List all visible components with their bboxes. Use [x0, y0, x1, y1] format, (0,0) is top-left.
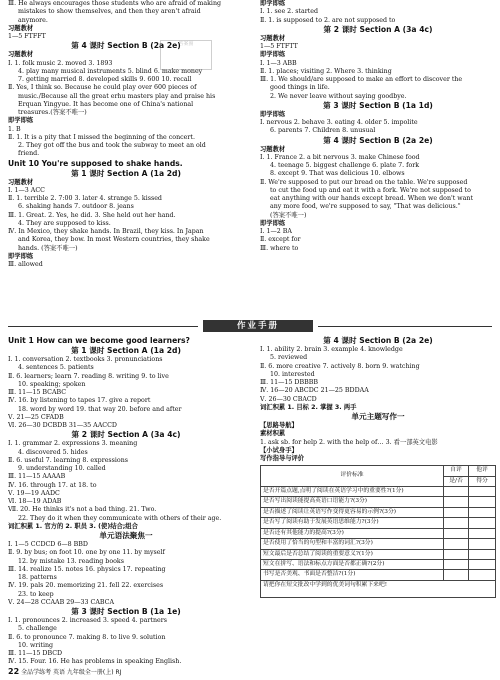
criteria-cell: 短文在拼写、语法和标点方面是否都正确?(2分) — [261, 559, 444, 569]
answer-line: Ⅲ. 14. realize 15. notes 16. physics 17. repeating — [8, 565, 166, 573]
answer-line: Ⅱ. Yes, I think so. Because he could play over 600 pieces of — [8, 84, 197, 92]
answer-line: Ⅰ. 1. ability 2. brain 3. example 4. knowledge — [260, 346, 403, 353]
answer-line: 6. shaking hands 7. outdoor 8. jeans — [18, 203, 134, 211]
section-label: 素材积累 — [260, 430, 286, 438]
criteria-cell: 是否写了阅读有助于发展英语思维能力?(3分) — [261, 518, 444, 528]
answer-line: 词汇积累 1. 目标 2. 掌握 3. 两手 — [260, 403, 357, 411]
self-eval-cell[interactable] — [444, 559, 469, 569]
answer-line: treasures.(答案不唯一) — [18, 109, 87, 116]
lesson-heading: 第 1 课时 Section A (1a 2d) — [71, 346, 181, 355]
answer-line: Ⅱ. 1. terrible 2. 7:00 3. later 4. strange 5. kissed — [8, 195, 162, 202]
lesson-heading: 第 4 课时 Section B (2a 2e) — [71, 41, 181, 51]
answer-line: Ⅳ. 19. pals 20. memorizing 21. fell 22. exercises — [8, 582, 164, 590]
answer-line: Ⅰ. 1. conversation 2. textbooks 3. pronunciations — [8, 356, 163, 363]
answer-line: 4. play many musical instruments 5. blind 6. make money — [18, 67, 203, 75]
answer-line: and Korea, they bow. In most Western countries, they shake — [18, 236, 210, 244]
right-column-top — [260, 0, 496, 318]
banner-rule-right — [318, 326, 492, 327]
criteria-cell: 请把你在短文批改中学到的优美词句积累下来吧! — [261, 580, 496, 597]
stamp — [160, 40, 212, 70]
answer-line: to cut the food up and eat it with a fork. We're not supposed to — [270, 186, 471, 194]
table-header-self: 自评 — [444, 466, 469, 476]
lesson-heading: 第 4 课时 Section B (2a 2e) — [323, 135, 433, 145]
answer-line: 7. getting married 8. developed skills 9. 600 10. recall — [18, 76, 192, 83]
answer-line: Ⅱ. 6. to pronounce 7. making 8. to live 9. solution — [8, 633, 166, 641]
answer-line: friend. — [18, 150, 40, 158]
section-label: 习题教材 — [8, 51, 34, 59]
table-row — [261, 497, 496, 507]
answer-line: Ⅰ. 1. France 2. a bit nervous 3. make Chinese food — [260, 153, 420, 161]
right-bottom-lines — [260, 336, 496, 463]
answer-line: Ⅲ. 11—15 DBBBB — [260, 379, 318, 386]
criteria-cell: 是否写出阅读能提高英语口语能力?(3分) — [261, 497, 444, 507]
answer-line: Ⅴ. 24—28 CCAAB 29—33 CABCA — [8, 598, 115, 606]
table-header-criteria: 评价标准 — [261, 466, 444, 487]
answer-line: Ⅲ. 11—15 BCABC — [8, 389, 67, 396]
answer-line: Ⅱ. 1. places; visiting 2. Where 3. thinking — [260, 67, 392, 75]
self-eval-cell[interactable] — [444, 570, 469, 580]
answer-line: 22. They do it when they communicate with others of their age. — [18, 514, 222, 522]
right-column-bottom — [260, 336, 496, 666]
answer-line: Ⅱ. 9. by bus; on foot 10. one by one 11. by myself — [8, 549, 165, 557]
answer-line: Ⅱ. except for — [260, 236, 301, 244]
answer-line: Ⅲ. 1. We should/are supposed to make an effort to discover the — [260, 76, 463, 83]
lesson-heading: 第 3 课时 Section B (1a 1d) — [323, 100, 433, 110]
answer-line: Ⅲ. 1. Great. 2. Yes, he did. 3. She held out her hand. — [8, 211, 176, 219]
answer-line: Ⅱ. 6. useful 7. learning 8. expressions — [8, 456, 128, 464]
lesson-heading: 第 1 课时 Section A (1a 2d) — [71, 168, 181, 178]
answer-line: Ⅰ. 1. see 2. started — [260, 8, 319, 16]
section-label: 即学即练 — [260, 110, 286, 118]
answer-line: 5. reviewed — [270, 354, 308, 362]
peer-eval-cell[interactable] — [469, 549, 496, 559]
answer-line: eat anything with our hands except bread. When we don't want — [270, 195, 473, 202]
answer-line: Ⅲ. where to — [260, 244, 299, 252]
criteria-cell: 是否开篇点题,点明了阅读在英语学习中的重要性?(1分) — [261, 487, 444, 497]
answer-line: Ⅲ. 11—15 DBCD — [8, 650, 63, 657]
answer-line: anymore. — [18, 16, 48, 24]
answer-line: Ⅰ. 1—3 ABB — [260, 59, 297, 67]
peer-eval-cell[interactable] — [469, 487, 496, 497]
table-row — [261, 518, 496, 528]
section-label: 即学即练 — [260, 0, 286, 7]
answer-line: mistakes to show themselves, and then they aren't afraid — [18, 8, 201, 16]
section-label: 习题教材 — [8, 24, 34, 32]
answer-line: Ⅰ. 1. pronounces 2. increased 3. speed 4. partners — [8, 617, 167, 624]
peer-eval-cell[interactable] — [469, 539, 496, 549]
answer-line: 9. understanding 10. called — [18, 465, 106, 472]
answer-line: Ⅴ. 26—30 CBACD — [260, 395, 317, 403]
answer-line: Ⅳ. 15. Four. 16. He has problems in speaking English. — [8, 658, 182, 666]
answer-line: Ⅱ. 1. It is a pity that I missed the beginning of the concert. — [8, 133, 195, 141]
page-number: 22 — [8, 667, 20, 676]
section-label: 习题教材 — [8, 178, 34, 186]
lesson-heading: 第 4 课时 Section B (2a 2e) — [323, 336, 433, 345]
evaluation-table — [260, 465, 496, 597]
answer-line: Ⅶ. 20. He thinks it's not a bad thing. 21. Two. — [8, 506, 157, 514]
answer-line: Ⅱ. 6. learners; learn 7. reading 8. writing 9. to live — [8, 372, 169, 380]
answer-line: 4. They are supposed to kiss. — [18, 219, 111, 227]
answer-line: 6. parents 7. Children 8. unusual — [270, 127, 376, 135]
stamp-text: 答案圈 — [178, 41, 194, 47]
answer-line: good things in life. — [270, 84, 330, 92]
answer-line: Ⅲ. 11—15 AAAAB — [8, 473, 66, 481]
section-label: 即学即练 — [260, 51, 286, 59]
section-label: 习题教材 — [260, 34, 286, 42]
answer-line: 1. B — [8, 125, 21, 133]
answer-line: 8. except 9. That was delicious 10. elbows — [270, 170, 405, 178]
criteria-cell: 是否使用了恰当的句型和丰富的词汇?(3分) — [261, 539, 444, 549]
table-row — [261, 539, 496, 549]
section-label: 即学即练 — [8, 252, 34, 260]
lesson-heading: 第 3 课时 Section B (1a 1e) — [71, 607, 181, 616]
section-label: 即学即练 — [260, 219, 286, 227]
criteria-cell: 是否描述了阅读让英语写作变得更容易的示例?(3分) — [261, 507, 444, 517]
unit-heading: Unit 1 How can we become good learners? — [8, 336, 190, 345]
table-row — [261, 580, 496, 597]
answer-line: Ⅳ. 16. through 17. at 18. to — [8, 481, 97, 489]
self-eval-cell[interactable] — [444, 497, 469, 507]
answer-line: (答案不唯一) — [270, 211, 307, 219]
peer-eval-cell[interactable] — [469, 497, 496, 507]
answer-line: Ⅲ. allowed — [8, 261, 43, 268]
lesson-heading: 第 2 课时 Section A (3a 4c) — [323, 24, 433, 34]
answer-line: 2. We never leave without saying goodbye. — [270, 92, 407, 100]
banner-title: 作业手册 — [203, 320, 313, 332]
answer-line: any more food, we're supposed to say, "That was delicious." — [270, 203, 461, 211]
answer-line: Erquan Yingyue. It has become one of China's national — [18, 100, 194, 108]
self-eval-cell[interactable] — [444, 487, 469, 497]
peer-eval-cell[interactable] — [469, 518, 496, 528]
answer-line: 23. to keep — [18, 590, 54, 598]
lesson-heading: 第 2 课时 Section A (3a 4c) — [71, 430, 181, 440]
answer-line: Ⅳ. 16—20 ABCDC 21—25 BDDAA — [260, 387, 369, 395]
answer-line: Ⅵ. 18—19 ADAB — [8, 498, 62, 505]
answer-line: Ⅵ. 26—30 DCBDB 31—35 AACCD — [8, 422, 117, 429]
table-header-peer-sub: 得分 — [469, 476, 496, 486]
section-banner — [8, 320, 492, 332]
self-eval-cell[interactable] — [444, 549, 469, 559]
footer — [8, 668, 121, 677]
table-header-peer: 他评 — [469, 466, 496, 476]
table-row — [261, 507, 496, 517]
answer-line: 1—5 FTFTT — [260, 43, 298, 50]
answer-line: 18. word by word 19. that way 20. before and after — [18, 405, 182, 413]
table-row — [261, 549, 496, 559]
peer-eval-cell[interactable] — [469, 528, 496, 538]
criteria-cell: 短文最后是否总结了阅读的重要意义?(1分) — [261, 549, 444, 559]
answer-line: 5. challenge — [18, 625, 57, 633]
criteria-cell: 书写是否美观、书面是否整洁?(1分) — [261, 570, 444, 580]
left-column-bottom — [8, 336, 244, 666]
answer-line: Ⅰ. 1—5 CCDCD 6—8 BBD — [8, 541, 88, 548]
answer-line: Ⅲ. He always encourages those students who are afraid of making — [8, 0, 222, 7]
self-eval-cell[interactable] — [444, 539, 469, 549]
section-label: 即学即练 — [8, 117, 34, 125]
table-row — [261, 559, 496, 569]
banner-rule-left — [8, 326, 198, 327]
answer-line: Ⅰ. 1. folk music 2. moved 3. 1893 — [8, 59, 113, 67]
answer-line: 12. by mistake 13. reading books — [18, 557, 124, 565]
answer-line: Ⅰ. 1—2 BA — [260, 228, 292, 235]
peer-eval-cell[interactable] — [469, 507, 496, 517]
section-label: 【小试身手】 — [260, 446, 298, 454]
answer-line: hands. (答案不唯一) — [18, 244, 78, 252]
answer-line: Ⅳ. In Mexico, they shake hands. In Brazil, they kiss. In Japan — [8, 228, 204, 235]
table-row — [261, 487, 496, 497]
answer-line: 1. ask sb. for help 2. with the help of… 3. 看一部英文电影 — [260, 438, 438, 446]
unit-heading: 单元主题写作一 — [351, 412, 405, 421]
section-label: 【思路导航】 — [260, 422, 298, 429]
answer-line: Ⅴ. 19—19 AADC — [8, 489, 60, 497]
answer-line: Ⅰ. 1. grammar 2. expressions 3. meaning — [8, 440, 138, 448]
self-eval-cell[interactable] — [444, 507, 469, 517]
answer-line: 4. discovered 5. hides — [18, 448, 88, 456]
peer-eval-cell[interactable] — [469, 570, 496, 580]
answer-line: 10. writing — [18, 641, 54, 649]
answer-line: Ⅱ. 6. more creative 7. actively 8. born 9. watching — [260, 362, 420, 370]
answer-line: 词汇积累 1. 官方的 2. 职员 3. (使)结合;组合 — [8, 522, 138, 530]
table-row — [261, 570, 496, 580]
section-label: 写作指导与评价 — [260, 455, 305, 462]
answer-line: music./Because all the great erhu masters play and praise his — [18, 92, 216, 100]
answer-line: 4. sentences 5. patients — [18, 364, 94, 372]
table-row — [261, 528, 496, 538]
self-eval-cell[interactable] — [444, 518, 469, 528]
answer-line: Ⅰ. 1—3 ACC — [8, 186, 45, 194]
table-body — [261, 487, 496, 598]
answer-line: Ⅳ. 16. by listening to tapes 17. give a report — [8, 397, 151, 405]
answer-line: Ⅰ. nervous 2. behave 3. eating 4. older 5. impolite — [260, 119, 418, 126]
answer-line: 4. teenage 5. biggest challenge 6. plate 7. fork — [270, 162, 420, 169]
answer-line: 1—5 FTFFT — [8, 33, 46, 40]
unit-heading: Unit 10 You're supposed to shake hands. — [8, 158, 183, 168]
peer-eval-cell[interactable] — [469, 559, 496, 569]
section-label: 习题教材 — [260, 145, 286, 153]
answer-line: Ⅱ. We're supposed to put our bread on the table. We're supposed — [260, 178, 468, 186]
answer-line: Ⅴ. 21—25 CFADB — [8, 413, 64, 421]
table-header-self-sub: 是/否 — [444, 476, 469, 486]
answer-line: 10. interested — [270, 370, 315, 378]
footer-text: 全品学练考 英语 九年级全一册(上) RJ — [21, 669, 122, 676]
answer-line: 18. patterns — [18, 574, 57, 581]
self-eval-cell[interactable] — [444, 528, 469, 538]
criteria-cell: 是否还有其他能力的提高?(3分) — [261, 528, 444, 538]
answer-line: 2. They got off the bus and took the subway to meet an old — [18, 142, 206, 149]
unit-heading: 单元语法聚焦一 — [99, 531, 153, 540]
answer-line: 10. speaking; spoken — [18, 380, 86, 388]
answer-line: Ⅱ. 1. is supposed to 2. are not supposed to — [260, 16, 396, 24]
